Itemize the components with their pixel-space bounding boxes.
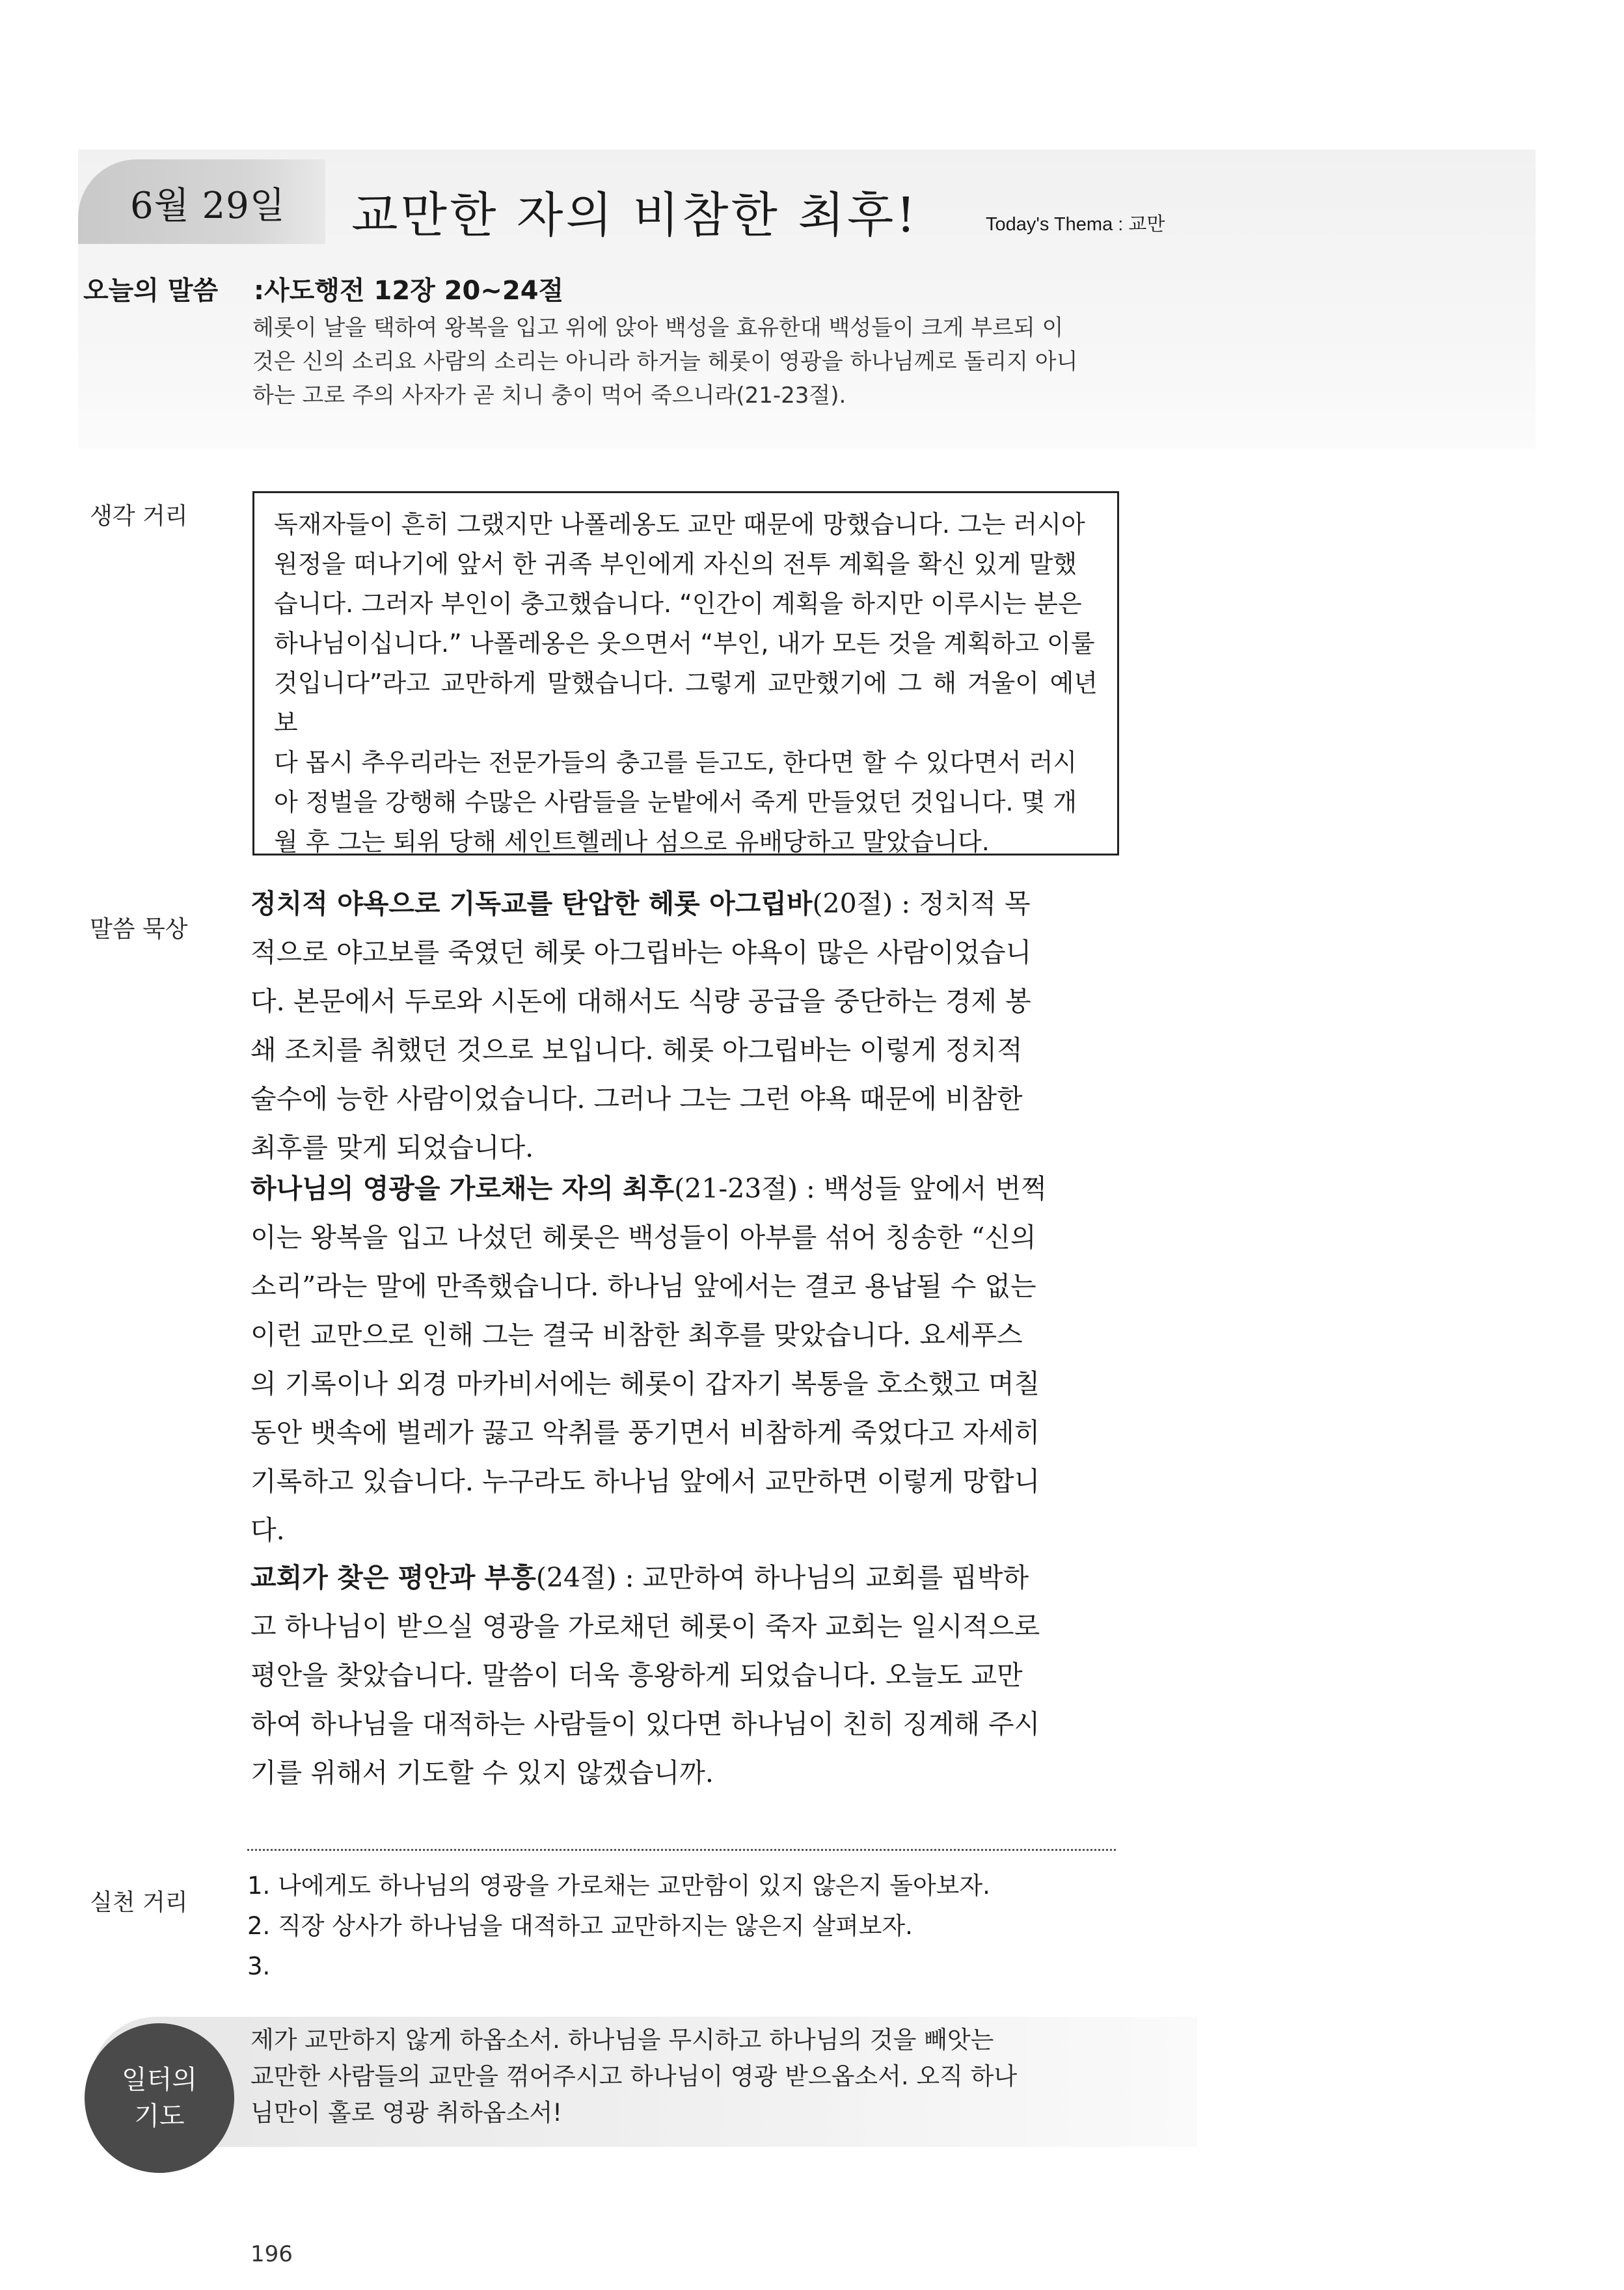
page-title: 교만한 자의 비참한 최후!	[351, 187, 919, 243]
page-number: 196	[250, 2241, 293, 2267]
prayer-line: 님만이 홀로 영광 취하옵소서!	[250, 2099, 563, 2127]
meditation-heading: 하나님의 영광을 가로채는 자의 최후	[250, 1173, 675, 1204]
prayer-line: 제가 교만하지 않게 하옵소서. 하나님을 무시하고 하나님의 것을 빼앗는	[250, 2026, 994, 2054]
meditation-line: 평안을 찾았습니다. 말씀이 더욱 흥왕하게 되었습니다. 오늘도 교만	[250, 1660, 1023, 1691]
meditation-line: 다.	[250, 1515, 285, 1546]
meditation-line	[250, 1165, 1126, 1213]
meditation-text: 백성들 앞에서 번쩍	[823, 1173, 1047, 1204]
verse-line: 것은 신의 소리요 사람의 소리는 아니라 하거늘 헤롯이 영광을 하나님께로 돌리지 아니	[252, 349, 1078, 375]
todays-word-label: 오늘의 말씀	[83, 276, 219, 306]
think-line: 것입니다”라고 교만하게 말했습니다. 그렇게 교만했기에 그 해 겨울이 예년보	[274, 669, 1098, 737]
meditation-line: 의 기록이나 외경 마카비서에는 헤롯이 갑자기 복통을 호소했고 며칠	[250, 1368, 1040, 1399]
meditation-line: 소리”라는 말에 만족했습니다. 하나님 앞에서는 결코 용납될 수 없는	[250, 1271, 1036, 1302]
theme-label: Today's Thema : 교만	[986, 214, 1165, 235]
practice-item: 1. 나에게도 하나님의 영광을 가로채는 교만함이 있지 않은지 돌아보자.	[247, 1872, 990, 1900]
meditation-paragraph-2	[250, 1165, 1126, 1555]
meditation-line	[250, 880, 1126, 928]
date-label: 6월 29일	[130, 185, 286, 227]
practice-item: 2. 직장 상사가 하나님을 대적하고 교만하지는 않은지 살펴보자.	[247, 1912, 913, 1940]
meditation-line: 다. 본문에서 두로와 시돈에 대해서도 식량 공급을 중단하는 경제 봉	[250, 986, 1031, 1017]
meditation-line: 기록하고 있습니다. 누구라도 하나님 앞에서 교만하면 이렇게 망합니	[250, 1466, 1040, 1497]
meditation-heading: 정치적 야욕으로 기독교를 탄압한 헤롯 아그립바	[250, 888, 813, 919]
practice-item: 3.	[247, 1952, 271, 1980]
think-line: 월 후 그는 퇴위 당해 세인트헬레나 섬으로 유배당하고 말았습니다.	[274, 828, 990, 856]
scripture-verse	[252, 311, 1131, 412]
prayer-text	[250, 2022, 1096, 2131]
think-line: 하나님이십니다.” 나폴레옹은 웃으면서 “부인, 내가 모든 것을 계획하고 이룰	[274, 629, 1095, 658]
scripture-reference: :사도행전 12장 20~24절	[254, 276, 564, 306]
meditation-label: 말씀 묵상	[90, 916, 188, 943]
think-label: 생각 거리	[90, 503, 188, 530]
dotted-divider	[247, 1849, 1116, 1851]
meditation-line: 하여 하나님을 대적하는 사람들이 있다면 하나님이 친히 징계해 주시	[250, 1708, 1040, 1740]
meditation-line: 술수에 능한 사람이었습니다. 그러나 그는 그런 야욕 때문에 비참한	[250, 1083, 1023, 1114]
meditation-text: 교만하여 하나님의 교회를 핍박하	[642, 1562, 1029, 1593]
think-text	[274, 505, 1098, 862]
meditation-paragraph-3	[250, 1554, 1126, 1798]
verse-line: 헤롯이 날을 택하여 왕복을 입고 위에 앉아 백성을 효유한대 백성들이 크게 부르되 이	[252, 315, 1064, 341]
meditation-verse-ref: (20절) :	[812, 888, 919, 919]
verse-line: 하는 고로 주의 사자가 곧 치니 충이 먹어 죽으니라(21-23절).	[252, 383, 846, 409]
meditation-verse-ref: (21-23절) :	[674, 1173, 824, 1204]
meditation-line: 이런 교만으로 인해 그는 결국 비참한 최후를 맞았습니다. 요세푸스	[250, 1319, 1023, 1351]
prayer-badge-line: 기도	[134, 2101, 185, 2131]
meditation-line: 최후를 맞게 되었습니다.	[250, 1132, 534, 1163]
meditation-line: 이는 왕복을 입고 나섰던 헤롯은 백성들이 아부를 섞어 칭송한 “신의	[250, 1222, 1036, 1253]
think-line: 습니다. 그러자 부인이 충고했습니다. “인간이 계획을 하지만 이루시는 분은	[274, 589, 1082, 618]
meditation-line: 고 하나님이 받으실 영광을 가로채던 헤롯이 죽자 교회는 일시적으로	[250, 1611, 1040, 1642]
prayer-badge-line: 일터의	[122, 2065, 197, 2095]
meditation-line: 동안 뱃속에 벌레가 끓고 악취를 풍기면서 비참하게 죽었다고 자세히	[250, 1417, 1040, 1448]
think-line: 아 정벌을 강행해 수많은 사람들을 눈밭에서 죽게 만들었던 것입니다. 몇 개	[274, 788, 1077, 816]
prayer-line: 교만한 사람들의 교만을 꺾어주시고 하나님이 영광 받으옵소서. 오직 하나	[250, 2062, 1018, 2090]
meditation-paragraph-1	[250, 880, 1126, 1172]
think-box	[252, 491, 1119, 855]
meditation-text: 정치적 목	[919, 888, 1031, 919]
prayer-badge	[85, 2023, 234, 2173]
practice-list	[247, 1866, 1158, 1987]
practice-label: 실천 거리	[90, 1889, 188, 1916]
think-line: 원정을 떠나기에 앞서 한 귀족 부인에게 자신의 전투 계획을 확신 있게 말했	[274, 550, 1077, 578]
meditation-line	[250, 1554, 1126, 1602]
meditation-verse-ref: (24절) :	[535, 1562, 643, 1593]
think-line: 다 몹시 추우리라는 전문가들의 충고를 듣고도, 한다면 할 수 있다면서 러시	[274, 748, 1077, 777]
meditation-line: 기를 위해서 기도할 수 있지 않겠습니까.	[250, 1757, 714, 1788]
meditation-line: 적으로 야고보를 죽였던 헤롯 아그립바는 야욕이 많은 사람이었습니	[250, 937, 1032, 968]
meditation-heading: 교회가 찾은 평안과 부흥	[250, 1562, 536, 1593]
meditation-line: 쇄 조치를 취했던 것으로 보입니다. 헤롯 아그립바는 이렇게 정치적	[250, 1034, 1023, 1066]
think-line: 독재자들이 흔히 그랬지만 나폴레옹도 교만 때문에 망했습니다. 그는 러시아	[274, 510, 1085, 539]
